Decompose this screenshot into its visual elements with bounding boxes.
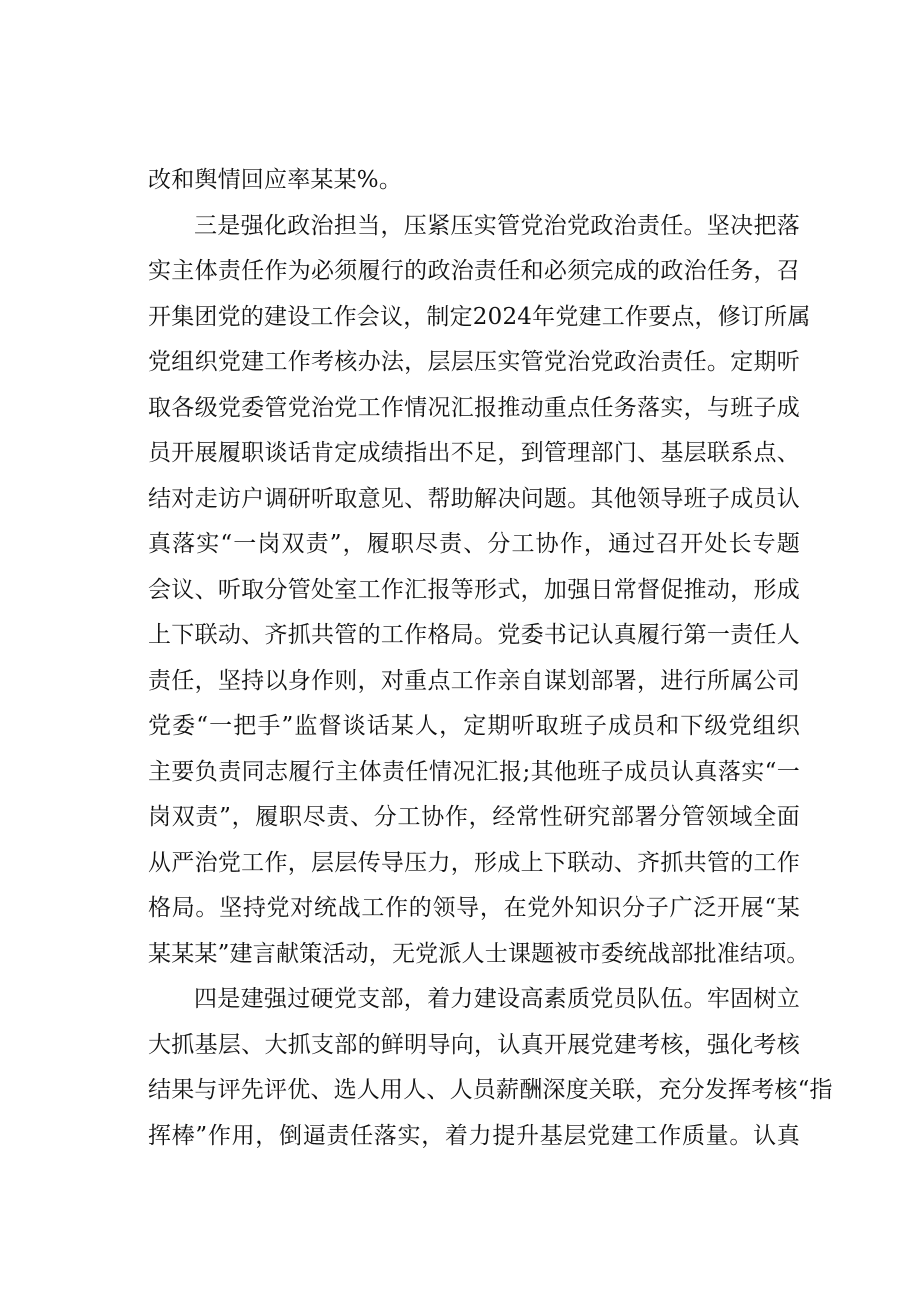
- text-line: 从严治党工作，层层传导压力，形成上下联动、齐抓共管的工作: [148, 849, 800, 876]
- text-line: 结果与评先评优、选人用人、人员薪酬深度关联，充分发挥考核“指: [148, 1077, 833, 1103]
- text-line: 某某某”建言献策活动，无党派人士课题被市委统战部批准结项。: [148, 940, 810, 967]
- text-line: 员开展履职谈话肯定成绩指出不足，到管理部门、基层联系点、: [148, 440, 800, 466]
- paragraph-3-start: 三是强化政治担当，压紧压实管党治党政治责任。坚决把落: [194, 212, 800, 239]
- document-body: [148, 158, 833, 1159]
- text-line: 会议、听取分管处室工作汇报等形式，加强日常督促推动，形成: [148, 576, 800, 603]
- text-line: 岗双责”，履职尽责、分工协作，经常性研究部署分管领域全面: [148, 804, 800, 830]
- text-line: 实主体责任作为必须履行的政治责任和必须完成的政治任务，召: [148, 258, 800, 284]
- text-line: 上下联动、齐抓共管的工作格局。党委书记认真履行第一责任人: [148, 622, 800, 648]
- text-line: 取各级党委管党治党工作情况汇报推动重点任务落实，与班子成: [148, 394, 800, 421]
- text-line: 格局。坚持党对统战工作的领导，在党外知识分子广泛开展“某: [148, 895, 800, 921]
- text-line: 改和舆情回应率某某%。: [148, 167, 403, 193]
- text-line: 结对走访户调研听取意见、帮助解决问题。其他领导班子成员认: [148, 485, 800, 512]
- text-line: 主要负责同志履行主体责任情况汇报;其他班子成员认真落实“一: [148, 758, 800, 785]
- text-line: 开集团党的建设工作会议，制定2024年党建工作要点，修订所属: [148, 303, 811, 330]
- text-line: 真落实“一岗双责”，履职尽责、分工协作，通过召开处长专题: [148, 531, 800, 557]
- text-line: 挥棒”作用，倒逼责任落实，着力提升基层党建工作质量。认真: [148, 1122, 800, 1149]
- text-line: 责任，坚持以身作则，对重点工作亲自谋划部署，进行所属公司: [148, 667, 800, 694]
- text-line: 党委“一把手”监督谈话某人，定期听取班子成员和下级党组织: [148, 713, 800, 739]
- text-line: 大抓基层、大抓支部的鲜明导向，认真开展党建考核，强化考核: [148, 1031, 800, 1058]
- text-line: 党组织党建工作考核办法，层层压实管党治党政治责任。定期听: [148, 349, 800, 375]
- paragraph-4-start: 四是建强过硬党支部，着力建设高素质党员队伍。牢固树立: [194, 986, 800, 1012]
